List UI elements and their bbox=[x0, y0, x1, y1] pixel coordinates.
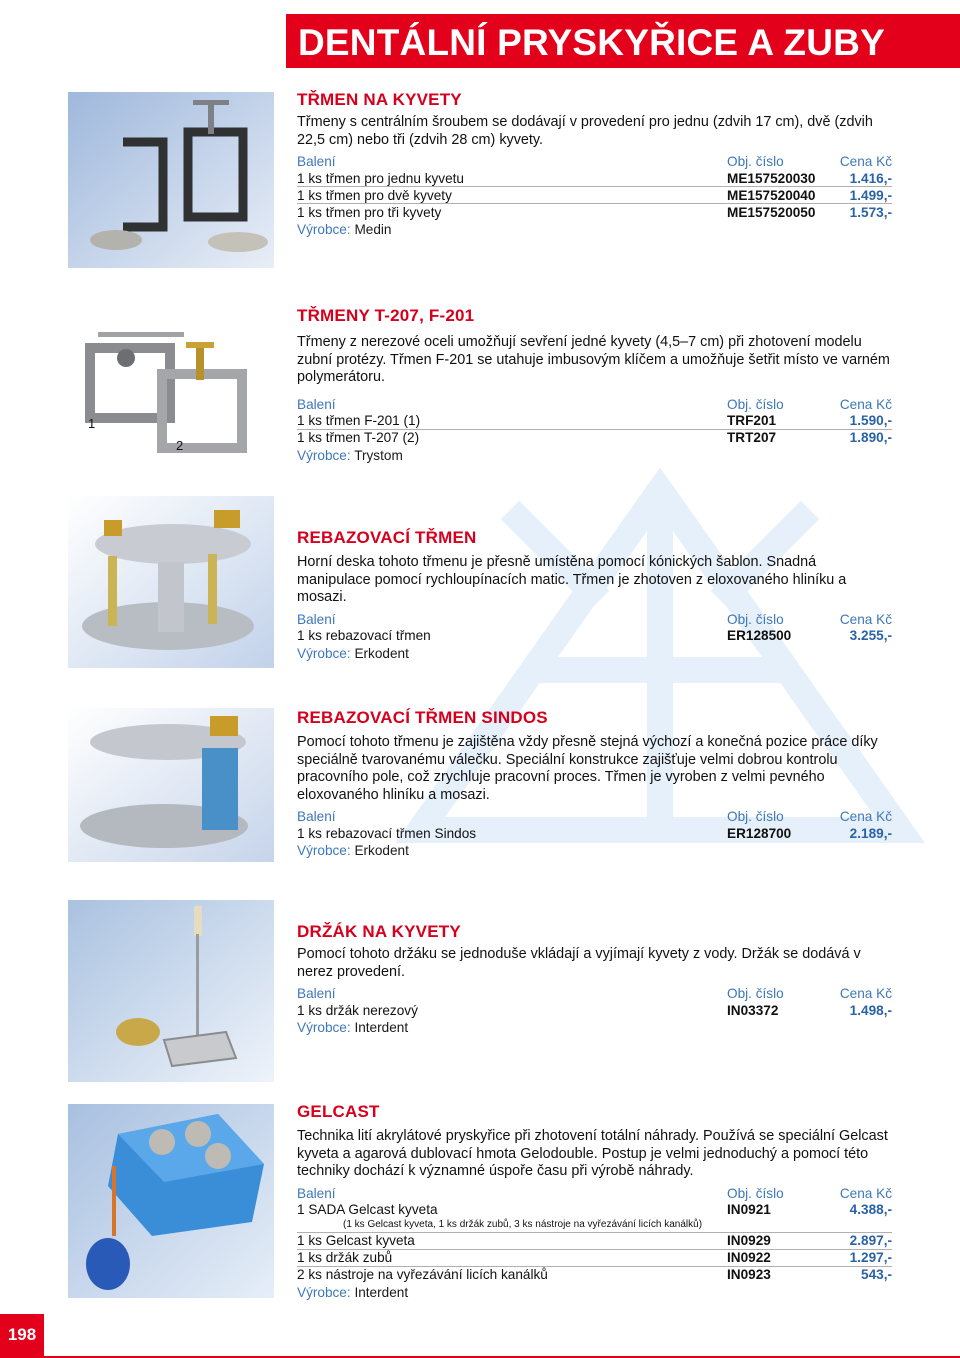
manufacturer: Výrobce: Trystom bbox=[297, 447, 403, 463]
product-description: Pomocí tohoto držáku se jednoduše vkládají a vyjímají kyvety z vody. Držák se dodává v nerez provedení. bbox=[297, 946, 861, 980]
table-row: 1 ks držák nerezový IN03372 1.498,- bbox=[297, 1002, 892, 1018]
page-title: DENTÁLNÍ PRYSKYŘICE A ZUBY bbox=[298, 22, 885, 63]
price-table: Balení Obj. číslo Cena Kč 1 ks třmen F-201 (1) TRF201 1.590,- 1 ks třmen T-207 (2) TRT207 1.890,- bbox=[297, 396, 892, 446]
product-description: Technika lití akrylátové pryskyřice při zhotovení totální náhrady. Používá se speciální Gelcast kyveta a agarová dublovací hmota Gelodouble. Postup je velmi jednoduchý a pomocí této techniky dochází k významné úspoře času při výrobě náhrady. bbox=[297, 1128, 888, 1180]
product-description: Třmeny z nerezové oceli umožňují sevření jedné kyvety (4,5–7 cm) při zhotovení modelu zubní protézy. Třmen F-201 se utahuje imbusovým klíčem a umožňuje šetřit místo ve varném polymerátoru. bbox=[297, 334, 890, 386]
product-title: DRŽÁK NA KYVETY bbox=[297, 922, 461, 941]
price-table bbox=[297, 153, 892, 220]
page-number-badge bbox=[0, 1314, 44, 1358]
product-title: TŘMENY T-207, F-201 bbox=[297, 306, 475, 325]
product-title: TŘMEN NA KYVETY bbox=[297, 90, 462, 109]
table-row: 1 ks rebazovací třmen ER128500 3.255,- bbox=[297, 628, 892, 644]
product-content bbox=[297, 306, 892, 464]
product-photo bbox=[68, 306, 274, 462]
product-photo bbox=[68, 496, 274, 668]
table-row: 1 ks rebazovací třmen Sindos ER128700 2.189,- bbox=[297, 825, 892, 841]
manufacturer: Výrobce: Interdent bbox=[297, 1284, 409, 1300]
table-row-note: (1 ks Gelcast kyveta, 1 ks držák zubů, 3 ks nástroje na vyřezávání licích kanálků) bbox=[297, 1218, 892, 1233]
table-row: 2 ks nástroje na vyřezávání licích kanálků IN0923 543,- bbox=[297, 1267, 892, 1283]
product-description: Horní deska tohoto třmenu je přesně umístěna pomocí kónických šablon. Snadná manipulace pomocí rychloupínacích matic. Třmen je zhotoven z eloxovaného hliníku a mosazi. bbox=[297, 554, 847, 606]
manufacturer: Výrobce: Interdent bbox=[297, 1020, 409, 1036]
price-table: Balení Obj. číslo Cena Kč 1 SADA Gelcast kyveta IN0921 4.388,- (1 ks Gelcast kyveta, 1 ks držák zubů, 3 ks nástroje na vyřezávání licích kanálků) 1 ks Gelcast kyveta IN0929 2.897,- 1 ks držák zubů IN0922 1.297,- 2 ks nástroje na vyřezávání licích kanálků IN0923 543,- bbox=[297, 1185, 892, 1283]
product-content bbox=[297, 922, 892, 1036]
price-table: Balení Obj. číslo Cena Kč 1 ks rebazovací třmen Sindos ER128700 2.189,- bbox=[297, 809, 892, 841]
table-row: 1 ks třmen T-207 (2) TRT207 1.890,- bbox=[297, 430, 892, 446]
table-row: 1 ks Gelcast kyveta IN0929 2.897,- bbox=[297, 1233, 892, 1249]
table-row: 1 ks třmen pro tři kyvety ME157520050 1.573,- bbox=[297, 204, 892, 220]
table-row: 1 ks třmen F-201 (1) TRF201 1.590,- bbox=[297, 413, 892, 429]
product-photo bbox=[68, 92, 274, 268]
product-content bbox=[297, 90, 892, 238]
price-table: Balení Obj. číslo Cena Kč 1 ks rebazovací třmen ER128500 3.255,- bbox=[297, 611, 892, 644]
header-obj: Obj. číslo bbox=[727, 154, 784, 170]
product-photo bbox=[68, 708, 274, 862]
photo-label-1: 1 bbox=[88, 416, 96, 431]
photo-label-2: 2 bbox=[176, 438, 184, 453]
product-content bbox=[297, 708, 892, 859]
product-description: Třmeny s centrálním šroubem se dodávají v provedení pro jednu (zdvih 17 cm), dvě (zdvih 22,5 cm) nebo tři (zdvih 28 cm) kyvety. bbox=[297, 114, 873, 148]
product-content bbox=[297, 528, 892, 662]
manufacturer: Výrobce: Erkodent bbox=[297, 843, 409, 859]
product-title: GELCAST bbox=[297, 1102, 380, 1121]
product-title: REBAZOVACÍ TŘMEN bbox=[297, 528, 477, 547]
header-baleni: Balení bbox=[297, 154, 336, 170]
page-number: 198 bbox=[7, 1325, 37, 1344]
price-table: Balení Obj. číslo Cena Kč 1 ks držák nerezový IN03372 1.498,- bbox=[297, 986, 892, 1018]
product-title: REBAZOVACÍ TŘMEN SINDOS bbox=[297, 708, 548, 727]
page-banner bbox=[286, 14, 960, 68]
header-cena: Cena Kč bbox=[839, 154, 892, 170]
manufacturer: Výrobce: Erkodent bbox=[297, 645, 409, 661]
product-description: Pomocí tohoto třmenu je zajištěna vždy přesně stejná výchozí a konečná pozice práce díky speciálně tvarovanému válečku. Speciální konstrukce zajišťuje velmi dobrou kontrolu pracovního pole, což zrychluje pracovní proces. Třmen je vyroben z velmi pevného eloxovaného hliníku a mosazi. bbox=[297, 734, 878, 803]
table-row: 1 ks třmen pro dvě kyvety ME157520040 1.499,- bbox=[297, 187, 892, 203]
product-photo bbox=[68, 900, 274, 1082]
table-row: 1 ks držák zubů IN0922 1.297,- bbox=[297, 1250, 892, 1266]
product-content bbox=[297, 1102, 892, 1301]
product-photo bbox=[68, 1104, 274, 1298]
table-row: 1 SADA Gelcast kyveta IN0921 4.388,- bbox=[297, 1202, 892, 1218]
manufacturer: Výrobce: Medin bbox=[297, 222, 392, 238]
table-row: 1 ks třmen pro jednu kyvetu ME157520030 1.416,- bbox=[297, 170, 892, 186]
